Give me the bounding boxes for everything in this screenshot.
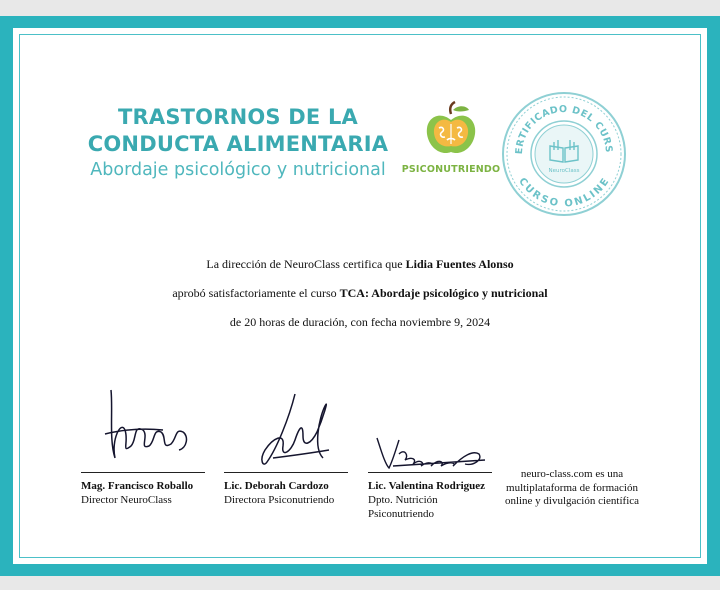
approval-line (13, 279, 707, 308)
signature-cardozo (233, 388, 343, 472)
signatory-2-name: Lic. Deborah Cardozo (224, 480, 329, 492)
course-title-line2: CONDUCTA ALIMENTARIA (87, 132, 389, 156)
signature-line-3 (368, 472, 492, 473)
certify-prefix: La dirección de NeuroClass certifica que (206, 257, 403, 271)
duration-line: de 20 horas de duración, con fecha noviembre 9, 2024 (229, 315, 491, 329)
footer-line1: neuro-class.com es una (520, 468, 624, 480)
signature-roballo (91, 380, 201, 470)
certificate-body (13, 250, 707, 337)
footer-note (497, 468, 647, 509)
course-subtitle: Abordaje psicológico y nutricional (90, 160, 386, 180)
signatory-3-role-line1: Dpto. Nutrición (368, 494, 438, 506)
certify-line (13, 250, 707, 279)
signatory-3 (368, 479, 485, 521)
signatory-1 (81, 479, 193, 507)
signature-line-2 (224, 472, 348, 473)
recipient-name: Lidia Fuentes Alonso (405, 257, 514, 271)
seal-bottom-text: CURSO ONLINE (516, 176, 612, 210)
signatory-3-role-line2: Psiconutriendo (368, 508, 434, 520)
seal-icon (500, 90, 628, 218)
psiconutriendo-logo (391, 100, 511, 190)
signatory-3-name: Lic. Valentina Rodriguez (368, 480, 486, 492)
signatory-2 (224, 479, 334, 507)
seal-top-text: ERTIFICADO DEL CURS (513, 103, 615, 155)
signature-line-1 (81, 472, 205, 473)
course-name: TCA: Abordaje psicológico y nutricional (339, 286, 548, 300)
course-seal (500, 90, 628, 218)
seal-brand: NeuroClass (548, 168, 580, 174)
approval-prefix: aprobó satisfactoriamente el curso (172, 286, 337, 300)
signatory-1-role: Director NeuroClass (81, 494, 172, 506)
signature-rodriguez (373, 430, 493, 474)
logo-text: PSICONUTRIENDO (401, 164, 501, 175)
signatory-2-role: Directora Psiconutriendo (224, 494, 335, 506)
certificate-frame (0, 16, 720, 576)
course-title-line1: TRASTORNOS DE LA (117, 105, 358, 129)
signatory-1-name: Mag. Francisco Roballo (81, 480, 194, 492)
apple-brain-icon (391, 100, 511, 164)
certificate-paper (13, 28, 707, 564)
course-title (73, 104, 403, 182)
footer-line2: multiplataforma de formación (506, 481, 638, 494)
footer-line3: online y divulgación científica (504, 495, 640, 507)
